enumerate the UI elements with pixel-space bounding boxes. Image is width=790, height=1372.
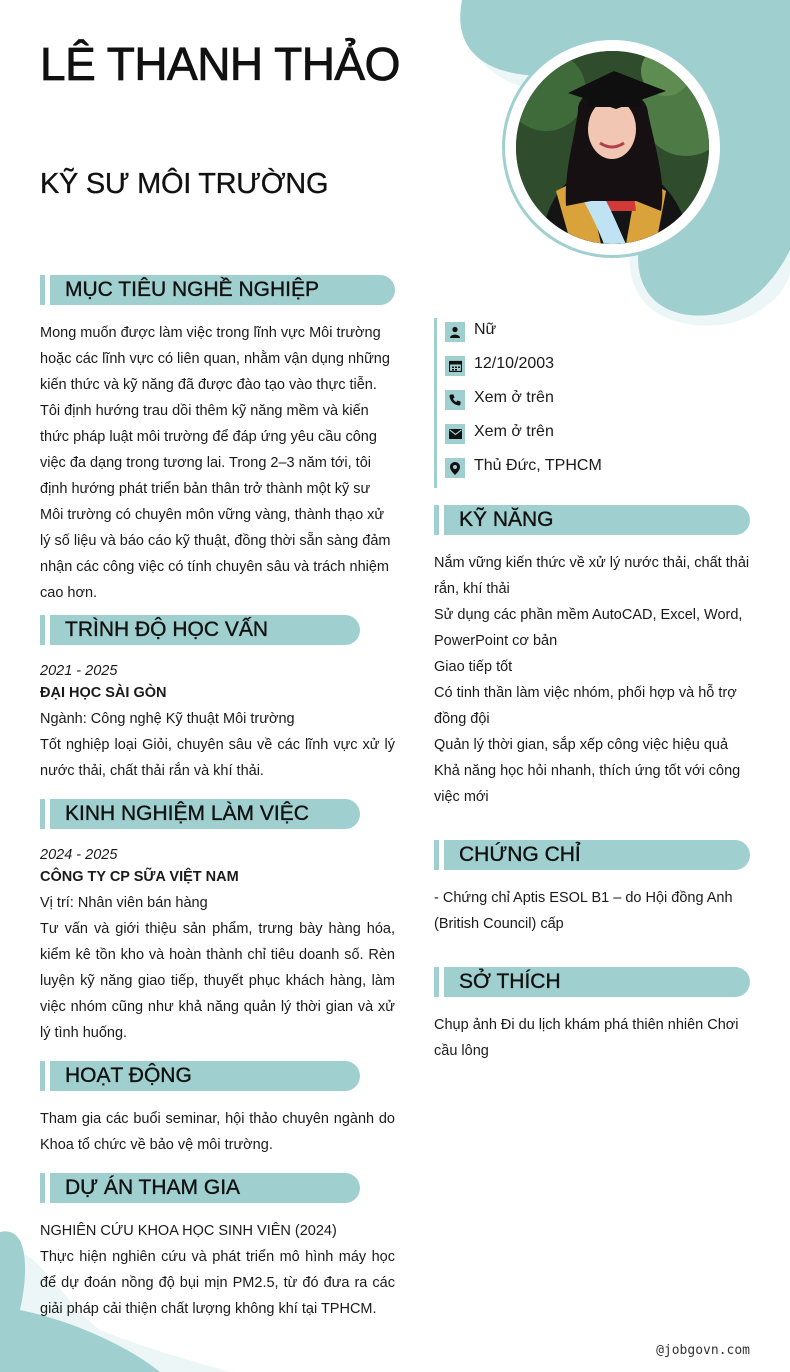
experience-detail: Tư vấn và giới thiệu sản phẩm, trưng bày hàng hóa, kiểm kê tồn kho và hoàn thành chỉ tiêu doanh số. Rèn luyện kỹ năng giao tiếp, thuyết phục khách hàng, làm việc nhóm cũng như khả năng quản lý thời gian và xử lý tình huống. [40, 921, 395, 1041]
section-heading-projects: DỰ ÁN THAM GIA [40, 1173, 360, 1203]
contact-email: Xem ở trên [437, 420, 677, 454]
section-heading-objective: MỤC TIÊU NGHỀ NGHIỆP [40, 275, 395, 305]
experience-period: 2024 - 2025 [40, 847, 118, 863]
skills-list: Nắm vững kiến thức về xử lý nước thải, chất thải rắn, khí thải Sử dụng các phần mềm AutoCAD, Excel, Word, PowerPoint cơ bản Giao tiếp tốt Có tinh thần làm việc nhóm, phối hợp và hỗ trợ đồng đội Quản lý thời gian, sắp xếp công việc hiệu quả Khả năng học hỏi nhanh, thích ứng tốt với công việc mới [434, 555, 750, 805]
section-heading-activities: HOẠT ĐỘNG [40, 1061, 360, 1091]
section-heading-education: TRÌNH ĐỘ HỌC VẤN [40, 615, 360, 645]
section-heading-skills: KỸ NĂNG [434, 505, 750, 535]
section-heading-experience: KINH NGHIỆM LÀM VIỆC [40, 799, 360, 829]
contact-birthday: 12/10/2003 [437, 352, 677, 386]
section-heading-certificates: CHỨNG CHỈ [434, 840, 750, 870]
hobbies-text: Chụp ảnh Đi du lịch khám phá thiên nhiên Chơi cầu lông [434, 1017, 739, 1059]
person-icon [445, 322, 465, 342]
location-pin-icon [445, 458, 465, 478]
education-school: ĐẠI HỌC SÀI GÒN [40, 685, 167, 701]
experience-company: CÔNG TY CP SỮA VIỆT NAM [40, 869, 239, 885]
objective-text: Mong muốn được làm việc trong lĩnh vực Môi trường hoặc các lĩnh vực có liên quan, nhằm vận dụng những kiến thức và kỹ năng đã được đào tạo vào thực tiễn. Tôi định hướng trau dồi thêm kỹ năng mềm và kiến thức pháp luật môi trường để đáp ứng yêu cầu công việc đa dạng trong tương lai. Trong 2–3 năm tới, tôi định hướng phát triển bản thân trở thành một kỹ sư Môi trường có chuyên môn vững vàng, thành thạo xử lý số liệu và báo cáo kỹ thuật, đồng thời sẵn sàng đảm nhận các công việc có tính chuyên sâu và trách nhiệm cao hơn. [40, 325, 391, 601]
candidate-name: LÊ THANH THẢO [40, 38, 400, 90]
avatar [516, 51, 709, 244]
job-title: KỸ SƯ MÔI TRƯỜNG [40, 168, 329, 200]
activities-text: Tham gia các buổi seminar, hội thảo chuyên ngành do Khoa tổ chức về bảo vệ môi trường. [40, 1111, 395, 1153]
watermark: @jobgovn.com [656, 1343, 750, 1358]
education-period: 2021 - 2025 [40, 663, 118, 679]
contact-gender: Nữ [437, 318, 677, 352]
experience-position: Vị trí: Nhân viên bán hàng [40, 895, 208, 911]
envelope-icon [445, 424, 465, 444]
certificates-text: - Chứng chỉ Aptis ESOL B1 – do Hội đồng Anh (British Council) cấp [434, 890, 733, 932]
contact-address: Thủ Đức, TPHCM [437, 454, 677, 488]
calendar-icon [445, 356, 465, 376]
education-major: Ngành: Công nghệ Kỹ thuật Môi trường [40, 711, 295, 727]
education-detail: Tốt nghiệp loại Giỏi, chuyên sâu về các lĩnh vực xử lý nước thải, chất thải rắn và khí thải. [40, 737, 395, 779]
contact-list [434, 318, 677, 488]
project-name: NGHIÊN CỨU KHOA HỌC SINH VIÊN (2024) [40, 1223, 337, 1239]
phone-icon [445, 390, 465, 410]
project-detail: Thực hiện nghiên cứu và phát triển mô hình máy học để dự đoán nồng độ bụi mịn PM2.5, từ đó đưa ra các giải pháp cải thiện chất lượng không khí tại TPHCM. [40, 1249, 395, 1317]
contact-phone: Xem ở trên [437, 386, 677, 420]
section-heading-hobbies: SỞ THÍCH [434, 967, 750, 997]
avatar-frame [502, 37, 723, 258]
